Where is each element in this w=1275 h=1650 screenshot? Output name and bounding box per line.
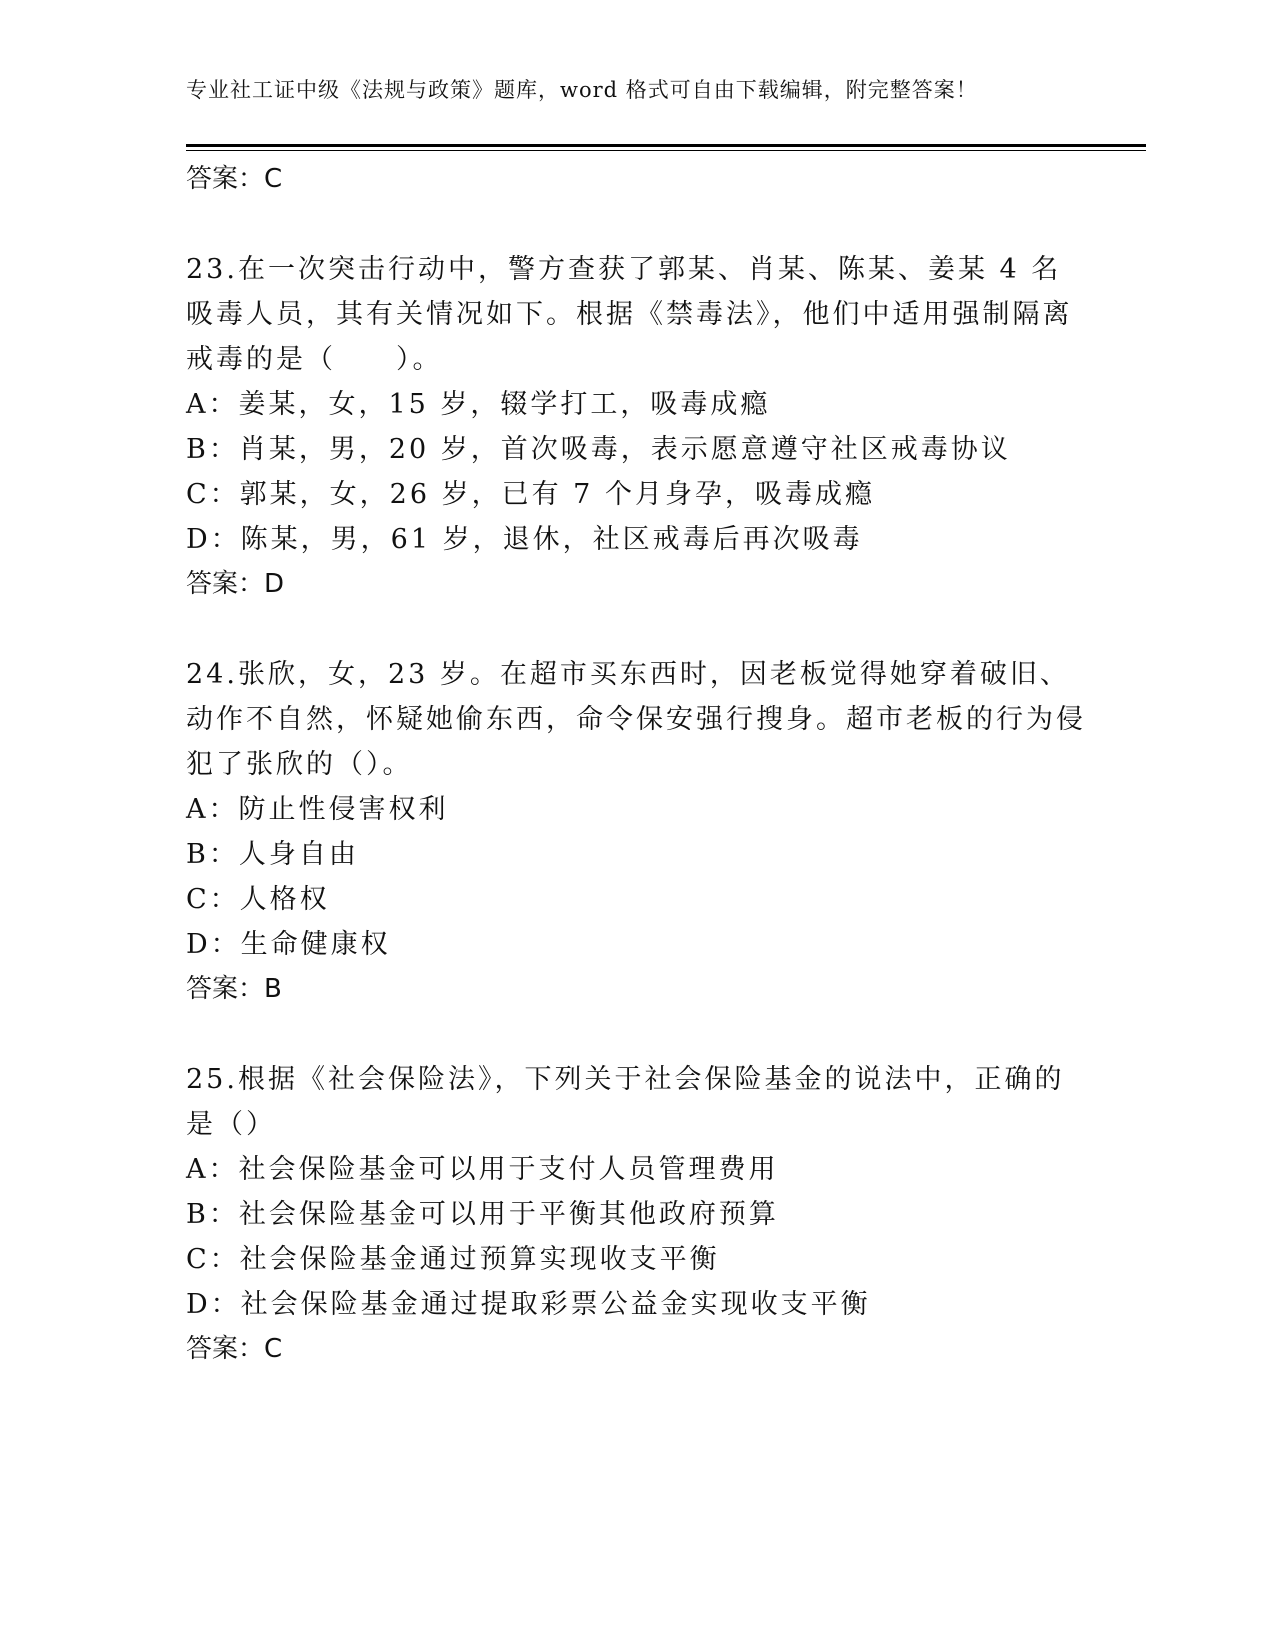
- option-c: C：社会保险基金通过预算实现收支平衡: [186, 1244, 720, 1275]
- option-c: C：人格权: [186, 884, 330, 915]
- spacer: [186, 1012, 1086, 1057]
- option-b: B：人身自由: [186, 839, 359, 870]
- question-stem: 23.在一次突击行动中，警方查获了郭某、肖某、陈某、姜某 4 名吸毒人员，其有关情况如下。根据《禁毒法》，他们中适用强制隔离戒毒的是（ ）。: [186, 254, 1073, 375]
- spacer: [186, 607, 1086, 652]
- question-23: [186, 247, 1086, 607]
- question-25: [186, 1057, 1086, 1372]
- header-rule-thick: [186, 144, 1146, 147]
- header-rule-thin: [186, 150, 1146, 151]
- option-b: B：肖某，男，20 岁，首次吸毒，表示愿意遵守社区戒毒协议: [186, 434, 1011, 465]
- option-b: B：社会保险基金可以用于平衡其他政府预算: [186, 1199, 779, 1230]
- option-a: A：防止性侵害权利: [186, 794, 449, 825]
- question-stem: 25.根据《社会保险法》，下列关于社会保险基金的说法中，正确的是（）: [186, 1064, 1065, 1140]
- question-24: [186, 652, 1086, 1012]
- option-d: D：陈某，男，61 岁，退休，社区戒毒后再次吸毒: [186, 524, 863, 555]
- question-content: [186, 157, 1086, 1372]
- option-c: C：郭某，女，26 岁，已有 7 个月身孕，吸毒成瘾: [186, 479, 875, 510]
- page-header-text: 专业社工证中级《法规与政策》题库，word 格式可自由下载编辑，附完整答案！: [186, 78, 978, 102]
- answer-23: 答案：D: [186, 569, 285, 599]
- option-d: D：社会保险基金通过提取彩票公益金实现收支平衡: [186, 1289, 871, 1320]
- option-a: A：社会保险基金可以用于支付人员管理费用: [186, 1154, 779, 1185]
- option-d: D：生命健康权: [186, 929, 391, 960]
- spacer: [186, 202, 1086, 247]
- question-stem: 24.张欣，女，23 岁。在超市买东西时，因老板觉得她穿着破旧、动作不自然，怀疑她偷东西，命令保安强行搜身。超市老板的行为侵犯了张欣的（）。: [186, 659, 1086, 780]
- option-a: A：姜某，女，15 岁，辍学打工，吸毒成瘾: [186, 389, 771, 420]
- answer-25: 答案：C: [186, 1334, 283, 1364]
- answer-24: 答案：B: [186, 974, 282, 1004]
- answer-22: 答案：C: [186, 164, 283, 194]
